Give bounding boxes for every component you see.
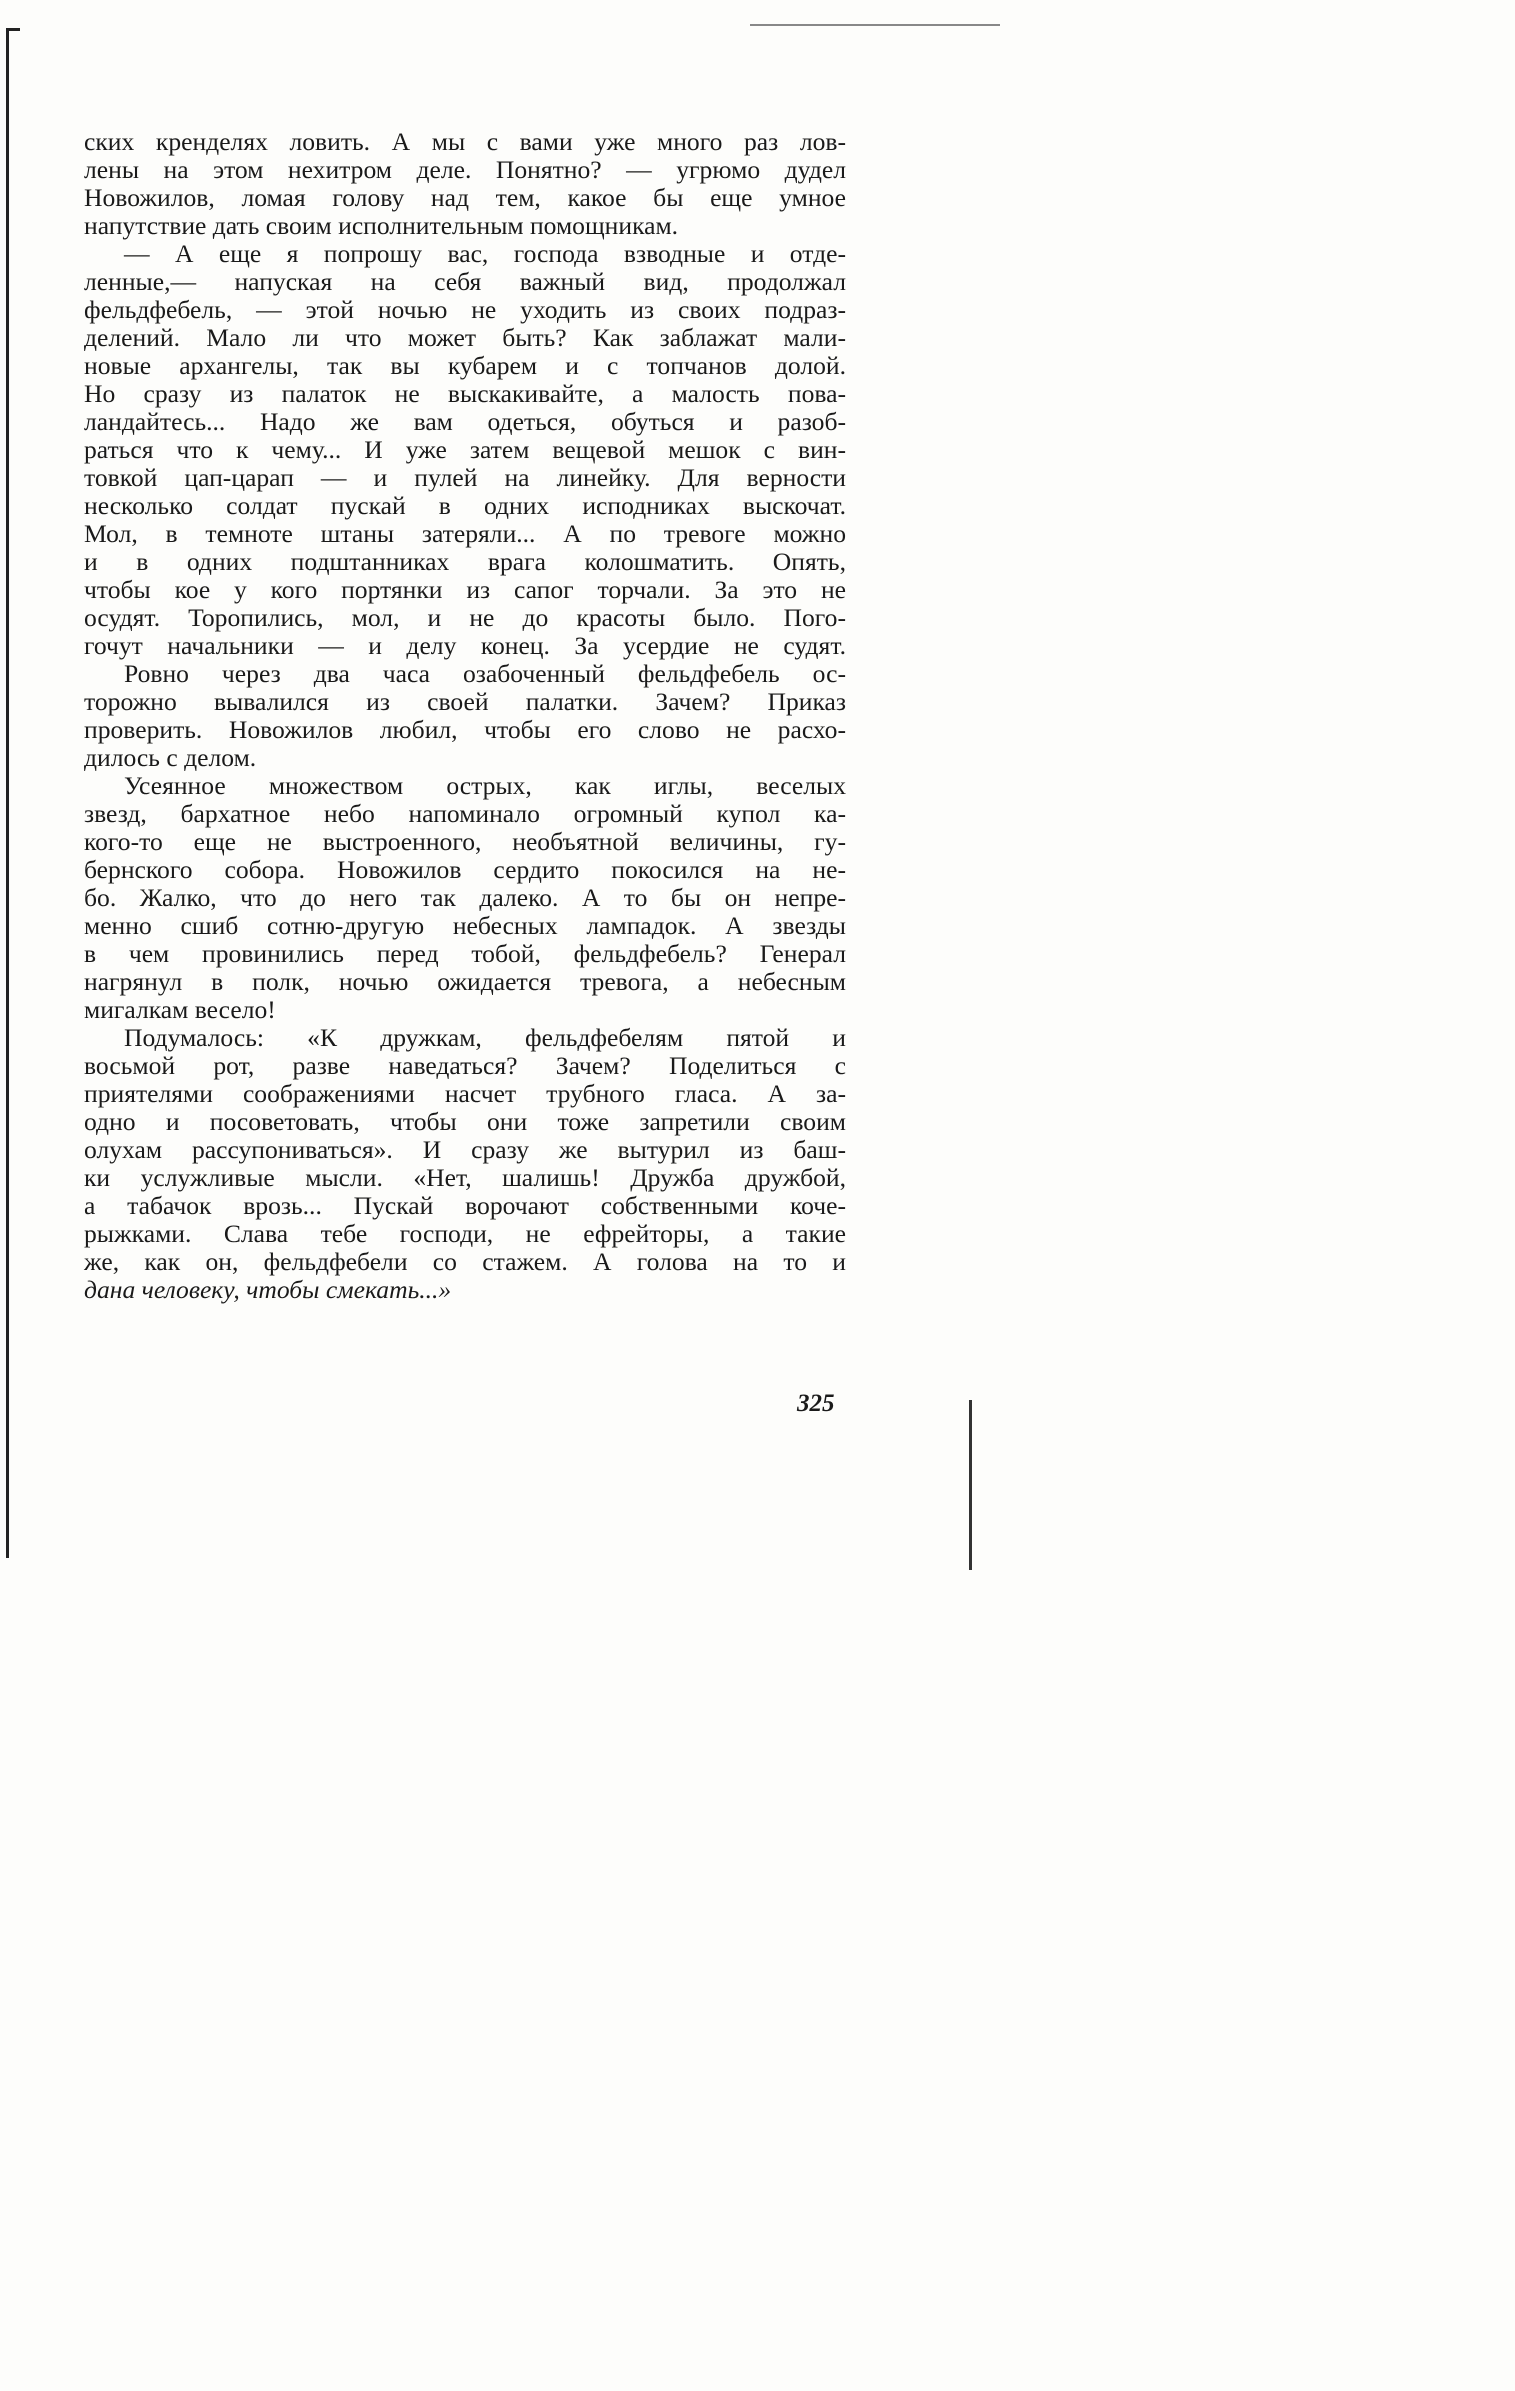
text-line: нагрянул в полк, ночью ожидается тревога, а небесным xyxy=(84,967,846,996)
text-line: звезд, бархатное небо напоминало огромный купол ка- xyxy=(84,799,846,828)
text-line: бернского собора. Новожилов сердито покосился на не- xyxy=(84,855,846,884)
text-line: же, как он, фельдфебели со стажем. А голова на то и xyxy=(84,1247,846,1276)
text-line: несколько солдат пускай в одних исподниках выскочат. xyxy=(84,491,846,520)
page-body-text xyxy=(84,128,846,1304)
text-line: Ровно через два часа озабоченный фельдфебель ос- xyxy=(124,659,846,688)
text-line: напутствие дать своим исполнительным помощникам. xyxy=(84,211,679,240)
text-line: Усеянное множеством острых, как иглы, веселых xyxy=(124,771,846,800)
text-line: ских кренделях ловить. А мы с вами уже много раз лов- xyxy=(84,127,846,156)
text-line: мигалкам весело! xyxy=(84,995,276,1024)
text-line: Но сразу из палаток не выскакивайте, а малость пова- xyxy=(84,379,846,408)
text-line: Новожилов, ломая голову над тем, какое бы еще умное xyxy=(84,183,846,212)
text-line: кого-то еще не выстроенного, необъятной величины, гу- xyxy=(84,827,846,856)
text-line: одно и посоветовать, чтобы они тоже запретили своим xyxy=(84,1107,846,1136)
text-line: раться что к чему... И уже затем вещевой мешок с вин- xyxy=(84,435,846,464)
text-line: а табачок врозь... Пускай ворочают собственными коче- xyxy=(84,1191,846,1220)
scan-border-top xyxy=(6,28,20,31)
text-line: рыжками. Слава тебе господи, не ефрейторы, а такие xyxy=(84,1219,846,1248)
text-line: осудят. Торопились, мол, и не до красоты было. Пого- xyxy=(84,603,846,632)
text-line: Подумалось: «К дружкам, фельдфебелям пятой и xyxy=(124,1023,846,1052)
text-line: дана человеку, чтобы смекать...» xyxy=(84,1275,452,1304)
scan-border-top-right xyxy=(750,24,1000,26)
text-line: олухам рассупониваться». И сразу же вытурил из баш- xyxy=(84,1135,846,1164)
text-line: менно сшиб сотню-другую небесных лампадок. А звезды xyxy=(84,911,846,940)
text-line: бо. Жалко, что до него так далеко. А то бы он непре- xyxy=(84,883,846,912)
text-line: гочут начальники — и делу конец. За усердие не судят. xyxy=(84,631,846,660)
text-line: ки услужливые мысли. «Нет, шалишь! Дружба дружбой, xyxy=(84,1163,846,1192)
text-line: торожно вывалился из своей палатки. Зачем? Приказ xyxy=(84,687,846,716)
text-line: и в одних подштанниках врага колошматить. Опять, xyxy=(84,547,846,576)
text-line: делений. Мало ли что может быть? Как заблажат мали- xyxy=(84,323,846,352)
text-line: восьмой рот, разве наведаться? Зачем? Поделиться с xyxy=(84,1051,846,1080)
scan-border-left xyxy=(6,28,9,1558)
text-line: товкой цап-царап — и пулей на линейку. Для верности xyxy=(84,463,846,492)
text-line: — А еще я попрошу вас, господа взводные и отде- xyxy=(124,239,846,268)
text-line: приятелями соображениями насчет трубного гласа. А за- xyxy=(84,1079,846,1108)
text-line: проверить. Новожилов любил, чтобы его слово не расхо- xyxy=(84,715,846,744)
text-line: ленные,— напуская на себя важный вид, продолжал xyxy=(84,267,846,296)
text-line: в чем провинились перед тобой, фельдфебель? Генерал xyxy=(84,939,846,968)
text-line: лены на этом нехитром деле. Понятно? — угрюмо дудел xyxy=(84,155,846,184)
text-line: новые архангелы, так вы кубарем и с топчанов долой. xyxy=(84,351,846,380)
text-line: Мол, в темноте штаны затеряли... А по тревоге можно xyxy=(84,519,846,548)
text-line: дилось с делом. xyxy=(84,743,257,772)
text-line: фельдфебель, — этой ночью не уходить из своих подраз- xyxy=(84,295,846,324)
page-number: 325 xyxy=(797,1390,835,1417)
text-line: чтобы кое у кого портянки из сапог торчали. За это не xyxy=(84,575,846,604)
text-line: ландайтесь... Надо же вам одеться, обуться и разоб- xyxy=(84,407,846,436)
scan-border-right xyxy=(969,1400,972,1570)
